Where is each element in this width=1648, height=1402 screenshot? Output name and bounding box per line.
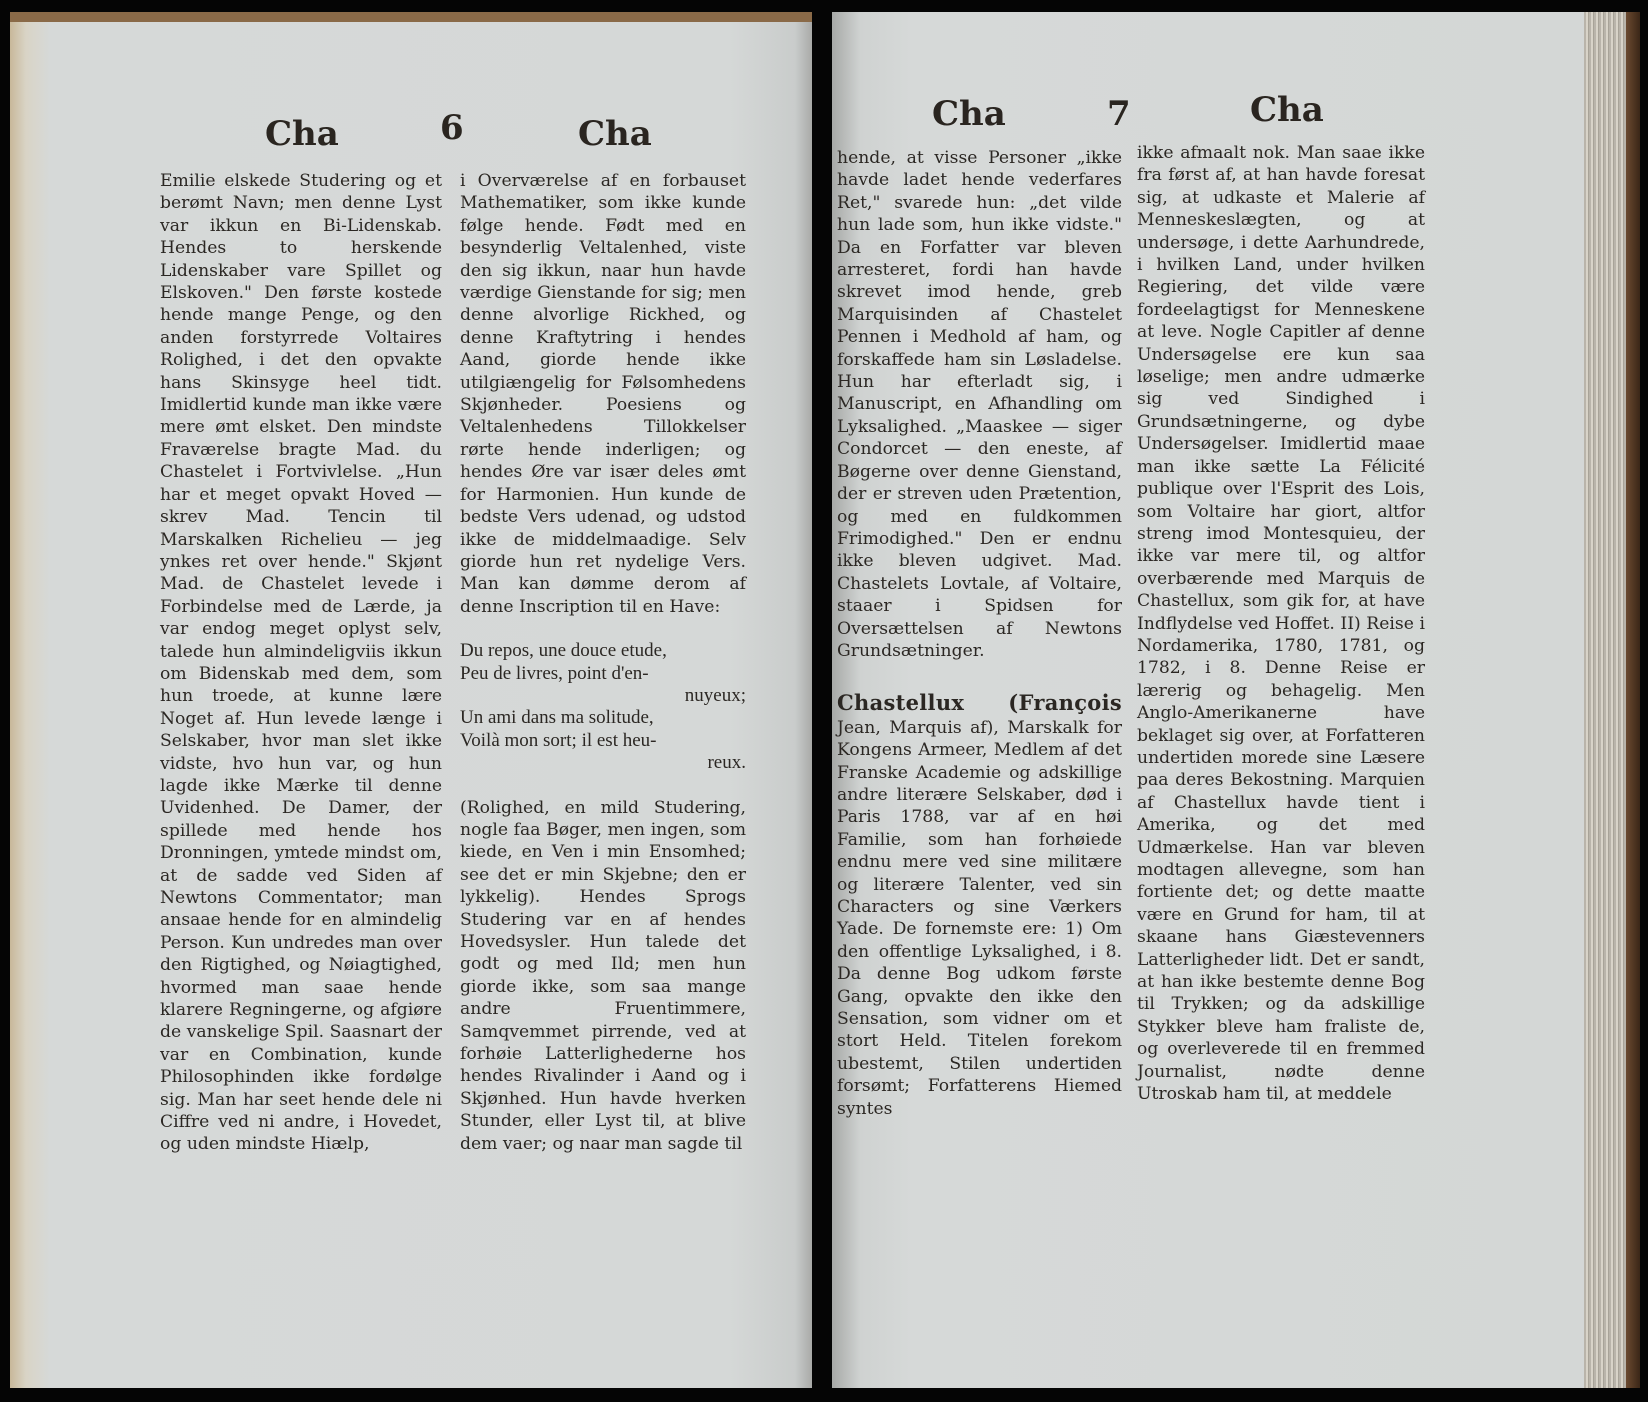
verse-line: nuyeux; (684, 684, 746, 706)
right-col2-prose: ikke afmaalt nok. Man saae ikke fra først af, at han havde foresat sig, at udkaste et Malerie af Menneskeslægten, og at undersøge, i dette Aarhundrede, i hvilken Land, under hvilken Regiering, det vilde være fordeelagtigst for Menneskene at leve. Nogle Capitler af denne Undersøgelse ere kun saa løselige; men andre udmærke sig ved Sindighed i Grundsætningerne, og dybe Undersøgelser. Imidlertid maae man ikke sætte La Félicité publique over l'Esprit des Lois, som Voltaire har giort, altfor streng imod Montesquieu, der ikke var mere til, og altfor overbærende med Marquis de Chastellux, som gik for, at have Indflydelse ved Hoffet. II) Reise i Nordamerika, 1780, 1781, og 1782, i 8. Denne Reise er lærerig og behagelig. Men Anglo-Amerikanerne have beklaget sig over, at Forfatteren undertiden morede sine Læsere paa deres Bekostning. Marquien af Chastellux havde tient i Amerika, og det med Udmærkelse. Han var bleven modtagen allevegne, som han fortiente det; og dette maatte være en Grund for ham, til at skaane hans Giæstevenners Latterligheder lidt. Det er sandt, at han ikke bestemte denne Bog til Trykken; og da adskillige Stykker bleve ham fraliste de, og overleverede til en fremmed Journalist, nødte denne Utroskab ham til, at meddele (1137, 143, 1425, 1105)
left-page-number: 6 (440, 108, 464, 148)
left-column-1 (160, 170, 442, 1156)
book-page-edge (1584, 12, 1640, 1388)
left-column-2 (460, 170, 746, 1155)
verse-line: Un ami dans ma solitude, (460, 707, 654, 729)
right-col1-prose: hende, at visse Personer „ikke havde ladet hende vederfares Ret," svarede hun: „det vilde hun lade som, hun ikke vidste." Da en Forfatter var bleven arresteret, fordi han havde skrevet imod hende, greb Marquisinden af Chastelet Pennen i Medhold af ham, og forskaffede ham sin Løsladelse. Hun har efterladt sig, i Manuscript, en Afhandling om Lyksalighed. „Maaskee — siger Condorcet — den eneste, af Bøgerne over denne Gienstand, der er streven uden Prætention, og med en fuldkommen Frimodighed." Den er endnu ikke bleven udgivet. Mad. Chastelets Lovtale, af Voltaire, staaer i Spidsen for Oversættelsen af Newtons Grundsætninger. (837, 148, 1122, 661)
right-header-right-word: Cha (1250, 90, 1324, 130)
right-header-left-word: Cha (932, 94, 1006, 134)
left-header-right-word: Cha (578, 114, 652, 154)
verse-line: reux. (707, 752, 746, 774)
left-page-header (10, 108, 812, 174)
book-gutter (812, 0, 832, 1402)
entry-head-chastellux: Chastellux (François (837, 690, 1122, 716)
left-page (10, 12, 812, 1388)
left-col1-text: Emilie elskede Studering og et berømt Navn; men denne Lyst var ikkun en Bi-Lidenskab. Hendes to herskende Lidenskaber vare Spillet og Elskoven." Den første kostede hende mange Penge, og den anden forstyrrede Voltaires Rolighed, i det den opvakte hans Skinsyge heel tidt. Imidlertid kunde man ikke være mere ømt elsket. Den mindste Fraværelse bragte Mad. du Chastelet i Fortvivlelse. „Hun har et meget opvakt Hoved — skrev Mad. Tencin til Marskalken Richelieu — jeg ynkes ret over hende." Skjønt Mad. de Chastelet levede i Forbindelse med de Lærde, ja var endog meget oplyst selv, talede hun almindeligviis ikkun om Bidenskab med dem, som hun troede, at kunne lære Noget af. Hun levede længe i Selskaber, hvor man slet ikke vidste, hvo hun var, og hun lagde ikke Mærke til denne Uvidenhed. De Damer, der spillede med hende hos Dronningen, ymtede mindst om, at de sadde ved Siden af Newtons Commentator; man ansaae hende for en almindelig Person. Kun undredes man over den Rigtighed, og Nøiagtighed, hvormed man saae hende klarere Regningerne, og afgiøre de vanskelige Spil. Saasnart der var en Combination, kunde Philosophinden ikke fordølge sig. Man har seet hende dele ni Ciffre ved ni andre, i Hovedet, og uden mindste Hiælp, (160, 171, 442, 1155)
verse-line: Du repos, une douce etude, (460, 640, 667, 662)
entry-body-chastellux: Jean, Marquis af), Marskalk for Kongens Armeer, Medlem af det Franske Academie og adskillige andre literære Selskaber, død i Paris 1788, var af en høi Familie, som han forhøiede endnu mere ved sine militære og literære Talenter, ved sin Characters og sine Værkers Yade. De fornemste ere: 1) Om den offentlige Lyksalighed, i 8. Da denne Bog udkom første Gang, opvakte den ikke den Sensation, som vidner om et stort Held. Titelen forekom ubestemt, Stilen undertiden forsømt; Forfatterens Hiemed syntes (837, 717, 1122, 1119)
left-col2-prose-2: (Rolighed, en mild Studering, nogle faa Bøger, men ingen, som kiede, en Ven i min Ensomhed; see det er min Skjebne; den er lykkelig). Hendes Sprogs Studering var en af hendes Hovedsysler. Hun talede det godt og med Ild; men hun giorde ikke, som saa mange andre Fruentimmere, Samqvemmet pirrende, ved at forhøie Latterlighederne hos hendes Rivalinder i Aand og i Skjønhed. Hun havde hverken Stunder, eller Lyst til, at blive dem vaer; og naar man sagde til (460, 797, 746, 1154)
right-column-1 (837, 147, 1122, 1120)
left-header-left-word: Cha (265, 114, 339, 154)
book-cover-edge (1626, 12, 1640, 1388)
left-col2-prose-1: i Overværelse af en forbauset Mathematiker, som ikke kunde følge hende. Født med en besynderlig Veltalenhed, viste den sig ikkun, naar hun havde værdige Gienstande for sig; men denne alvorlige Rickhed, og denne Kraftytring i hendes Aand, giorde hende ikke utilgiængelig for Følsomhedens Skjønheder. Poesiens og Veltalenhedens Tillokkelser rørte hende inderligen; og hendes Øre var især deles ømt for Harmonien. Hun kunde de bedste Vers udenad, og udstod ikke de middelmaadige. Selv giorde hun ret nydelige Vers. Man kan dømme derom af denne Inscription til en Have: (460, 171, 746, 617)
verse-line: Voilà mon sort; il est heu- (460, 729, 657, 751)
right-column-2 (1137, 142, 1425, 1105)
entry-chastellux (837, 692, 1122, 1120)
right-page-number: 7 (1107, 94, 1131, 134)
right-page (832, 12, 1584, 1388)
french-verse (460, 640, 746, 774)
verse-line: Peu de livres, point d'en- (460, 662, 649, 684)
